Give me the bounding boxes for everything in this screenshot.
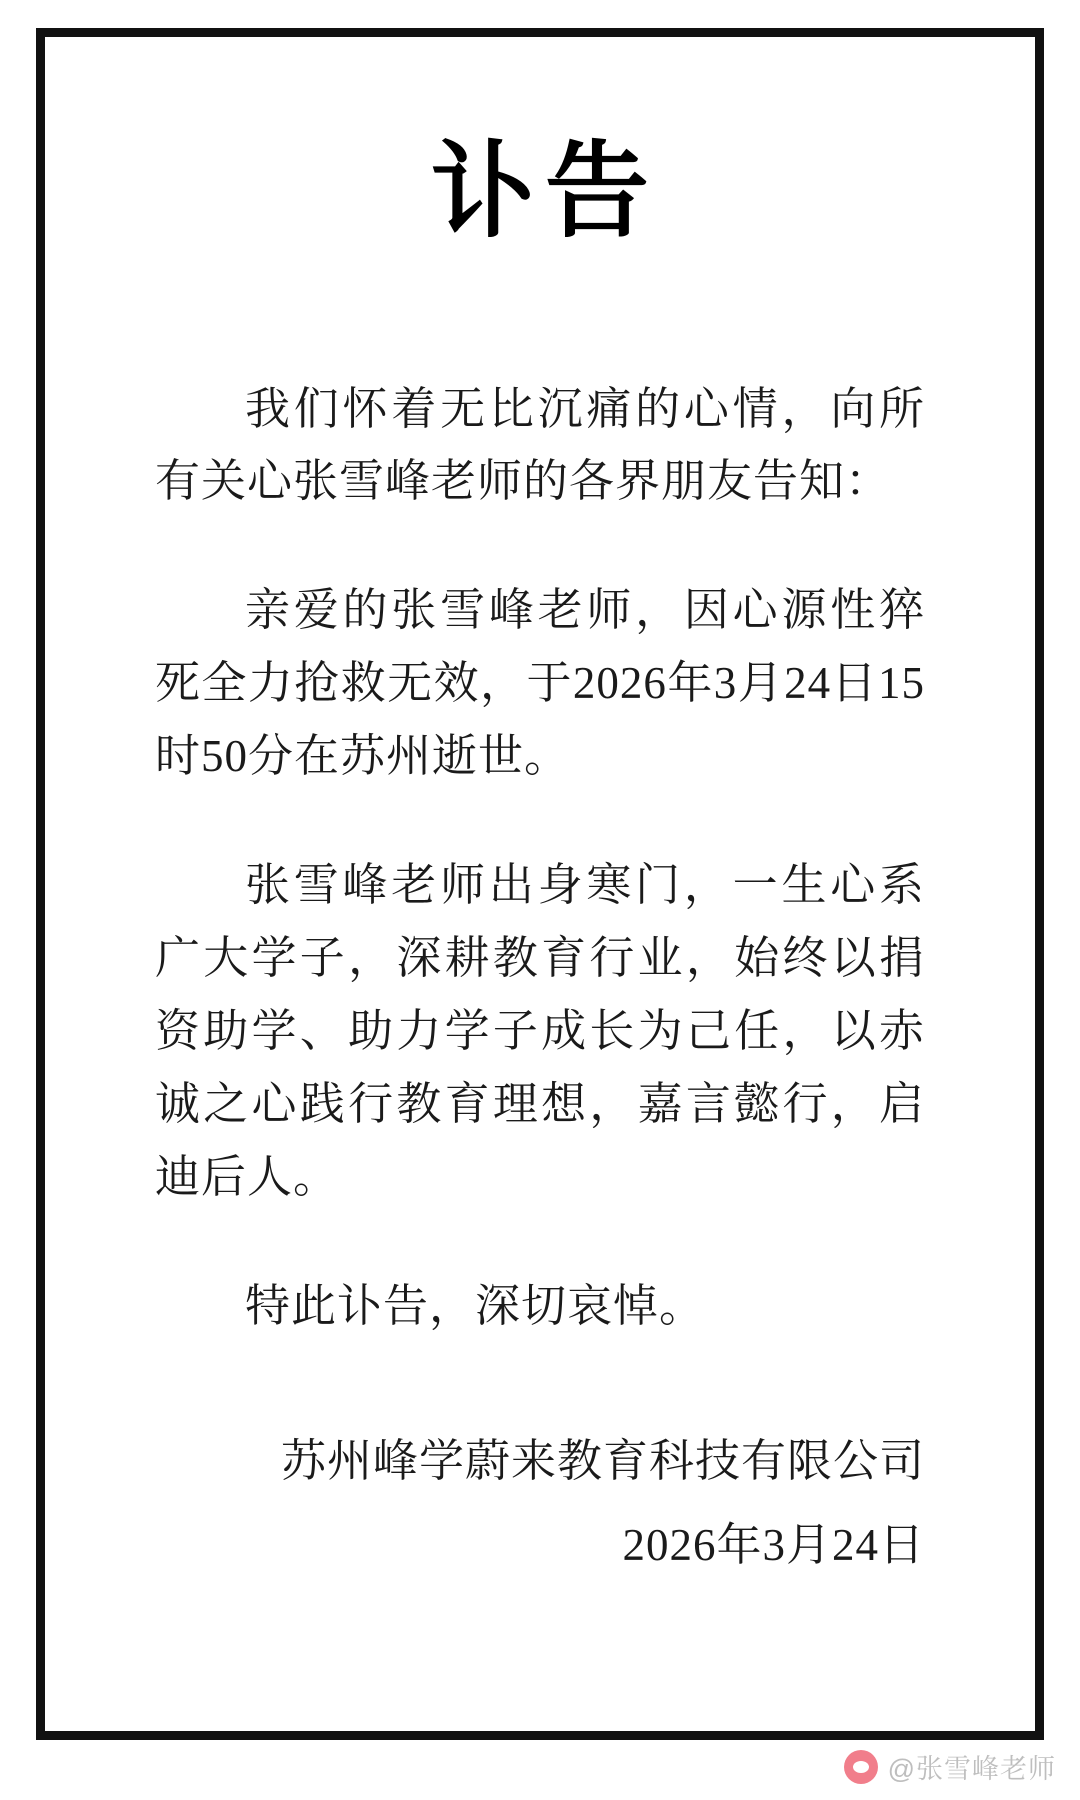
paragraph-spacer xyxy=(155,839,925,849)
weibo-handle: @张雪峰老师 xyxy=(887,1754,1056,1784)
notice-paragraph-1: 我们怀着无比沉痛的心情，向所有关心张雪峰老师的各界朋友告知： xyxy=(155,383,925,507)
signature-date: 2026年3月24日 xyxy=(622,1520,925,1570)
signature-organization: 苏州峰学蔚来教育科技有限公司 xyxy=(280,1436,925,1486)
notice-paragraph-2: 亲爱的张雪峰老师，因心源性猝死全力抢救无效，于2026年3月24日15时50分在苏州逝世。 xyxy=(155,585,925,782)
page-title: 讣告 xyxy=(430,134,659,250)
paragraph-spacer xyxy=(155,564,925,574)
notice-paragraph-3: 张雪峰老师出身寒门，一生心系广大学子，深耕教育行业，始终以捐资助学、助力学子成长为己任，以赤诚之心践行教育理想，嘉言懿行，启迪后人。 xyxy=(155,860,925,1202)
notice-frame xyxy=(36,28,1044,1740)
paragraph-spacer xyxy=(155,1260,925,1270)
signature-block xyxy=(281,1425,925,1581)
notice-paragraph-4: 特此讣告，深切哀悼。 xyxy=(245,1280,706,1331)
weibo-logo-icon xyxy=(844,1750,878,1784)
weibo-watermark xyxy=(844,1747,1056,1786)
